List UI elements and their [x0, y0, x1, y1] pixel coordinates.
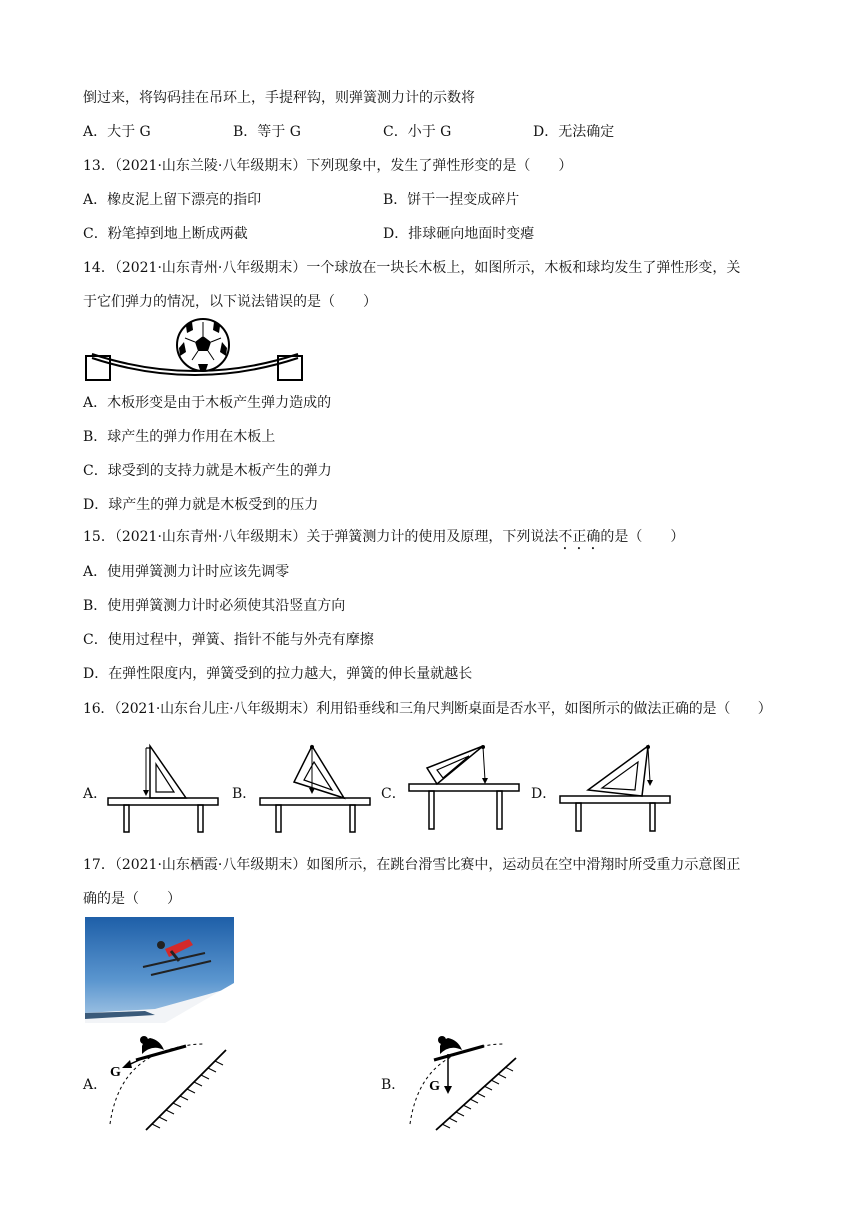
q14-option-d[interactable]: D．球产生的弹力就是木板受到的压力: [83, 497, 319, 513]
soccer-ball-icon: [177, 319, 229, 371]
q15-stem: [83, 527, 684, 553]
q16-figure-c: [407, 742, 521, 834]
force-label-b: G: [429, 1079, 440, 1094]
q17-option-b-label[interactable]: B．: [381, 1077, 406, 1093]
q15-stem-emphasis: 不正确: [558, 529, 601, 545]
q12-option-b[interactable]: B．等于 G: [233, 124, 301, 140]
q17-figure-a: [104, 1032, 234, 1132]
q16-option-d-label[interactable]: D．: [531, 786, 557, 802]
q14-option-b[interactable]: B．球产生的弹力作用在木板上: [83, 429, 276, 445]
q16-stem: 16．（2021·山东台儿庄·八年级期末）利用铅垂线和三角尺判断桌面是否水平，如图所示的做法正确的是（ ）: [83, 701, 772, 717]
q15-option-d[interactable]: D．在弹性限度内，弹簧受到的拉力越大，弹簧的伸长量就越长: [83, 666, 473, 682]
q13-option-a[interactable]: A．橡皮泥上留下漂亮的指印: [83, 192, 262, 208]
q15-option-c[interactable]: C．使用过程中，弹簧、指针不能与外壳有摩擦: [83, 632, 374, 648]
q14-stem-line2: 于它们弹力的情况，以下说法错误的是（ ）: [83, 294, 377, 310]
q12-stem-tail: 倒过来，将钩码挂在吊环上，手提秤钩，则弹簧测力计的示数将: [83, 90, 475, 106]
q12-option-c[interactable]: C．小于 G: [383, 124, 452, 140]
skier-silhouette-icon: [434, 1036, 484, 1060]
q14-option-c[interactable]: C．球受到的支持力就是木板产生的弹力: [83, 463, 332, 479]
q16-figure-d: [558, 742, 672, 834]
skier-silhouette-icon: [136, 1036, 186, 1060]
q16-figure-b: [258, 742, 372, 834]
q12-option-d[interactable]: D．无法确定: [533, 124, 615, 140]
q16-option-c-label[interactable]: C．: [381, 786, 406, 802]
q12-option-a[interactable]: A．大于 G: [83, 124, 151, 140]
q14-stem-line1: 14．（2021·山东青州·八年级期末）一个球放在一块长木板上，如图所示，木板和球均发生了弹性形变，关: [83, 260, 741, 276]
q13-option-d[interactable]: D．排球砸向地面时变瘪: [383, 226, 535, 242]
q13-option-c[interactable]: C．粉笔掉到地上断成两截: [83, 226, 248, 242]
q17-option-a-label[interactable]: A．: [83, 1077, 108, 1093]
q16-option-a-label[interactable]: A．: [83, 786, 108, 802]
q17-stem-line2: 确的是（ ）: [83, 891, 181, 907]
q17-stem-line1: 17．（2021·山东栖霞·八年级期末）如图所示，在跳台滑雪比赛中，运动员在空中滑翔时所受重力示意图正: [83, 857, 741, 873]
q17-figure-b: [404, 1032, 534, 1132]
q15-stem-suffix: 的是（ ）: [600, 529, 685, 545]
ski-jump-photo: [85, 917, 234, 1023]
q13-option-b[interactable]: B．饼干一捏变成碎片: [383, 192, 520, 208]
q15-stem-prefix: 15．（2021·山东青州·八年级期末）关于弹簧测力计的使用及原理，下列说法: [83, 529, 559, 545]
q16-figure-a: [106, 742, 220, 834]
q15-option-a[interactable]: A．使用弹簧测力计时应该先调零: [83, 564, 290, 580]
q13-stem: 13．（2021·山东兰陵·八年级期末）下列现象中，发生了弹性形变的是（ ）: [83, 158, 573, 174]
q15-option-b[interactable]: B．使用弹簧测力计时必须使其沿竖直方向: [83, 598, 346, 614]
q16-option-b-label[interactable]: B．: [232, 786, 257, 802]
q14-option-a[interactable]: A．木板形变是由于木板产生弹力造成的: [83, 395, 332, 411]
force-label-a: G: [110, 1065, 121, 1080]
ball-on-board-figure: [80, 318, 310, 386]
